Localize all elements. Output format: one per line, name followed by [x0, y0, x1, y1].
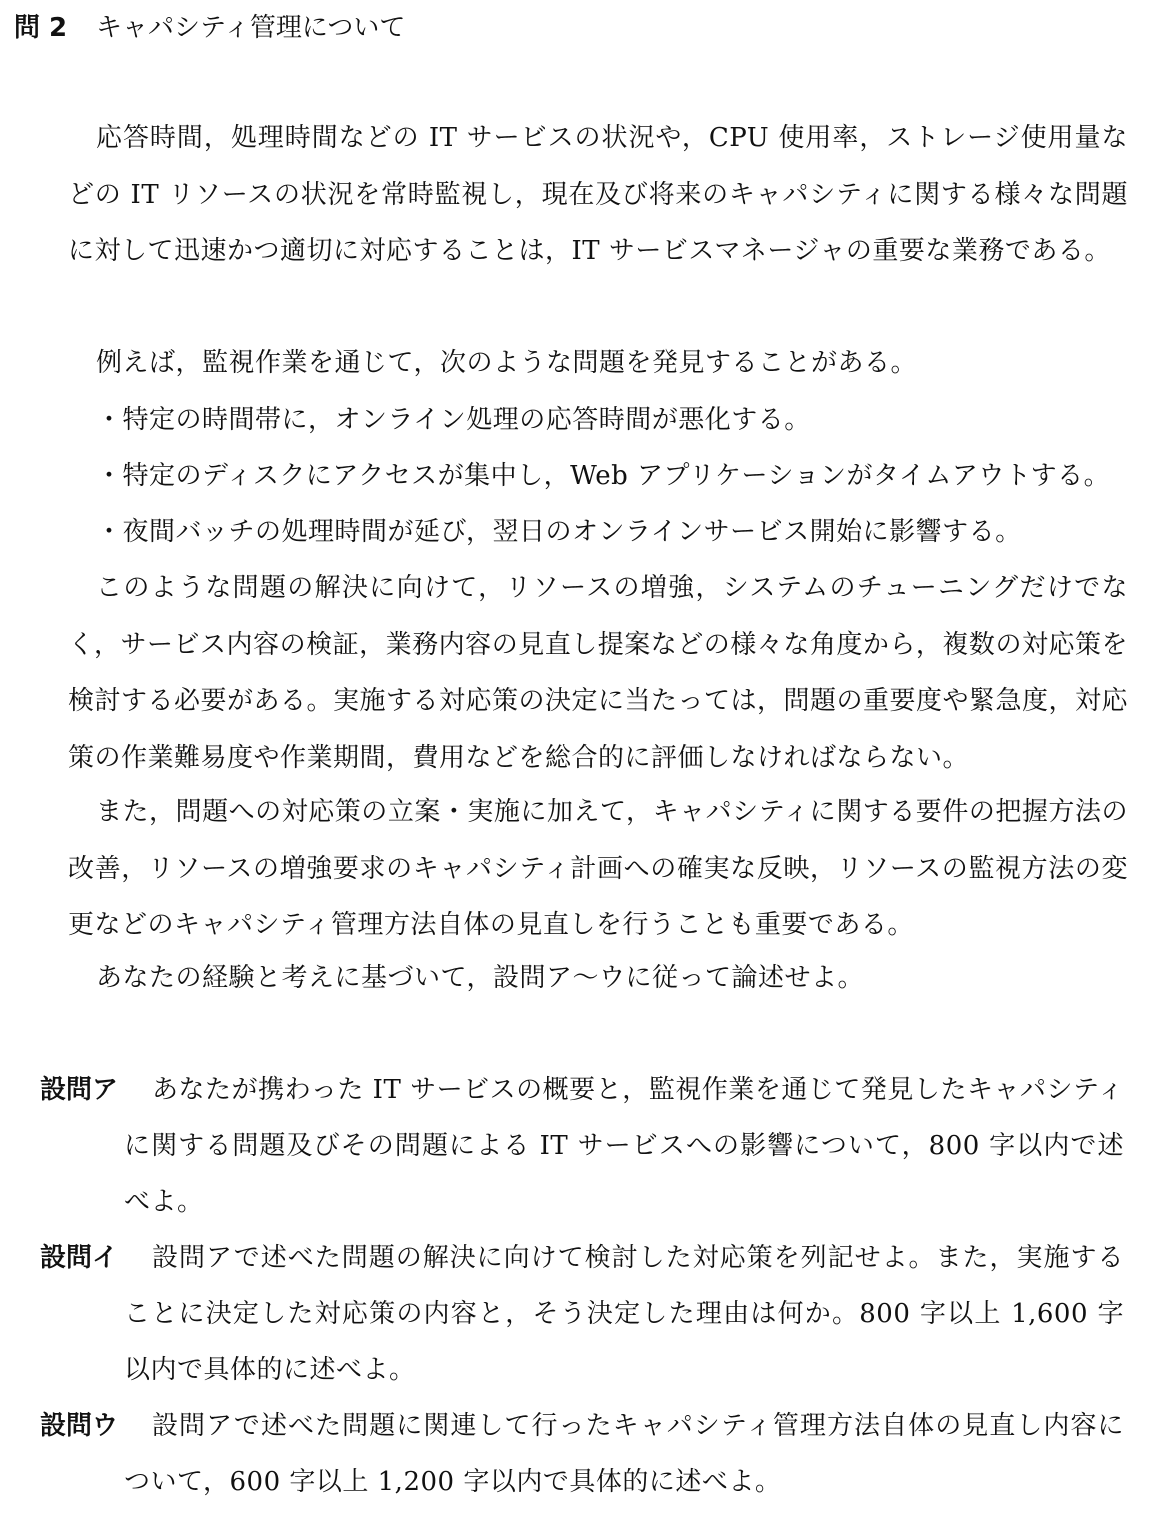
intro-paragraph-3: このような問題の解決に向けて，リソースの増強，システムのチューニングだけでなく，サービス内容の検証，業務内容の見直し提案などの様々な角度から，複数の対応策を検討する必要がある。実施する対応策の決定に当たっては，問題の重要度や緊急度，対応策の作業難易度や作業期間，費用などを総合的に評価しなければならない。: [68, 573, 1129, 773]
bullet-item-3: ・夜間バッチの処理時間が延び，翌日のオンラインサービス開始に影響する。: [96, 517, 1022, 547]
question-u-text: 設問アで述べた問題に関連して行ったキャパシティ管理方法自体の見直し内容について，600 字以上 1,200 字以内で具体的に述べよ。: [124, 1411, 1124, 1497]
question-i-text: 設問アで述べた問題の解決に向けて検討した対応策を列記せよ。また，実施することに決定した対応策の内容と，そう決定した理由は何か。800 字以上 1,600 字以内で具体的に述べよ。: [124, 1243, 1124, 1385]
intro-paragraph-4: また，問題への対応策の立案・実施に加えて，キャパシティに関する要件の把握方法の改善，リソースの増強要求のキャパシティ計画への確実な反映，リソースの監視方法の変更などのキャパシティ管理方法自体の見直しを行うことも重要である。: [68, 797, 1128, 940]
question-a-text: あなたが携わった IT サービスの概要と，監視作業を通じて発見したキャパシティに関する問題及びその問題による IT サービスへの影響について，800 字以内で述べよ。: [124, 1075, 1124, 1217]
bullet-item-1: ・特定の時間帯に，オンライン処理の応答時間が悪化する。: [96, 405, 811, 435]
intro-paragraph-2: 例えば，監視作業を通じて，次のような問題を発見することがある。: [96, 348, 917, 378]
bullet-item-2: ・特定のディスクにアクセスが集中し，Web アプリケーションがタイムアウトする。: [96, 461, 1111, 491]
question-heading: [14, 8, 405, 48]
question-title: キャパシティ管理について: [96, 13, 406, 43]
question-u-label: 設問ウ: [40, 1411, 119, 1441]
question-number: 問 2: [14, 13, 68, 43]
intro-paragraph-1: 応答時間，処理時間などの IT サービスの状況や，CPU 使用率，ストレージ使用量などの IT リソースの状況を常時監視し，現在及び将来のキャパシティに関する様々な問題に対して迅速かつ適切に対応することは，IT サービスマネージャの重要な業務である。: [68, 123, 1128, 266]
intro-paragraph-5: あなたの経験と考えに基づいて，設問ア～ウに従って論述せよ。: [96, 963, 864, 993]
question-a-label: 設問ア: [40, 1075, 119, 1105]
question-i-label: 設問イ: [40, 1243, 119, 1273]
